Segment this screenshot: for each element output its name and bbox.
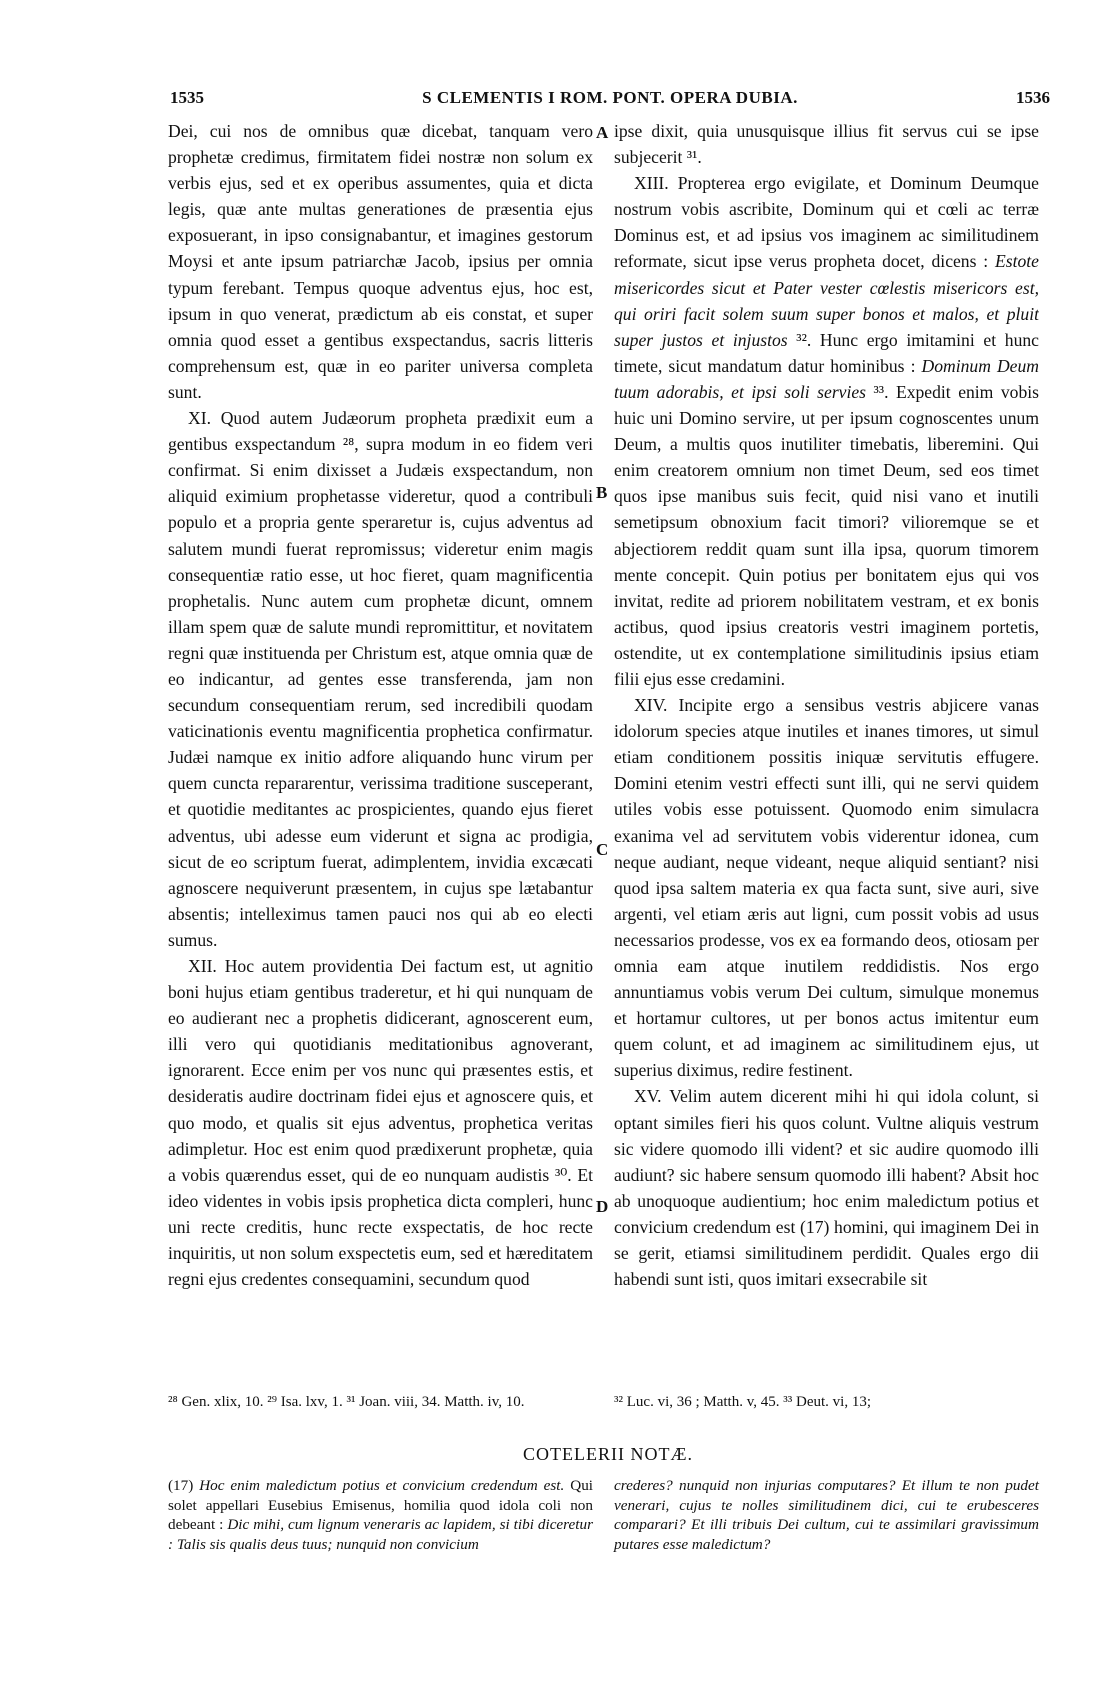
notes-heading: COTELERII NOTÆ. (523, 1444, 693, 1464)
note-paragraph (168, 1476, 593, 1554)
running-header (170, 88, 1050, 114)
paragraph-section-xi: XI. Quod autem Judæorum propheta prædixit eum a gentibus exspectandum ²⁸, supra modum in eo fidem veri confirmat. Si enim dixisset a Judæis exspectandum, non aliquid eximium prophetasse videretur, quod a contribuli populo et a propria gente speraretur is, cujus adventus ad salutem mundi fuerat repromissus; videretur enim magis consequentiæ ratio esse, ut hoc fieret, quam magnificentia prophetalis. Nunc autem cum prophetæ dicunt, omnem illam spem quæ de salute mundi repromittitur, et novitatem regni quæ instituenda per Christum est, atque omnia quæ de eo indicantur, ad gentes esse transferenda, jam non secundum consequentiam rerum, sed incredibili quodam vaticinationis eventu magnificentia prophetica confirmatur. Judæi namque ex initio adfore aliquando hunc virum per quem cuncta repararentur, verissima traditione susceperant, et quotidie meditantes ac prospicientes, quando ejus fieret adventus, ubi adesse eum viderunt et signa ac prodigia, sicut de eo scriptum fuerat, adimplentem, invidia excæcati agnoscere nequiverunt præsentem, in cujus spe lætabantur absentis; intelleximus tamen pauci nos qui ab eo electi sumus. (168, 408, 593, 950)
footnotes-right: ³² Luc. vi, 36 ; Matth. v, 45. ³³ Deut. vi, 13; (614, 1394, 871, 1410)
italic-quote: Dic mihi, cum lignum veneraris ac lapidem, si tibi diceretur : Talis sis qualis deus tuus; nunquid non convicium (168, 1516, 593, 1553)
note-lemma: Hoc enim maledictum potius et convicium credendum est. (199, 1477, 565, 1494)
note-left-column (168, 1476, 593, 1554)
paragraph-section-xv: XV. Velim autem dicerent mihi hi qui idola colunt, si optant similes fieri his quos colunt. Vultne aliquis vestrum sic videre quomodo illi vident? et sic audire quomodo illi audiunt? sic habere sensum quomodo illi habent? Absit hoc ab unoquoque audientium; hoc enim maledictum potius et convicium credendum est (17) homini, qui imaginem Dei in se gerit, etiamsi similitudinem perdidit. Quales ergo dii habendi sunt isti, quos imitari exsecrabile sit (614, 1086, 1039, 1290)
text-run: ³². Hunc ergo imitamini et hunc timete, sicut mandatum datur hominibus : (614, 329, 1039, 376)
paragraph-section-xii: XII. Hoc autem providentia Dei factum est, ut agnitio boni hujus etiam gentibus traderetur, et hi qui nunquam de eo audierant nec a prophetis didicerant, agnoscerent eum, illi vero qui quotidianis meditationibus agnoverant, ignorarent. Ecce enim per vos nunc qui præsentes estis, et desideratis audire doctrinam fidei ejus et agnoscere quis, et quo modo, et qualis sit ejus adventus, prophetica veritas adimpletur. Hoc est enim quod prædixerunt prophetæ, quia a vobis quærendus esset, qui de eo nunquam audistis ³⁰. Et ideo videntes in vobis ipsis prophetica dicta compleri, hunc uni recte creditis, hunc recte exspectatis, de hoc recte inquiritis, ut non solum exspectetis eum, sed et hæreditatem regni ejus credentes consequamini, secundum quod (168, 956, 593, 1290)
text-run: Qui solet appellari Eusebius Emisenus, homilia quod idola coli non debeant : (168, 1477, 594, 1533)
margin-letter-d: D (596, 1197, 609, 1216)
margin-letter-c: C (596, 840, 609, 859)
text-run: ³³. Expedit enim vobis huic uni Domino servire, ut per ipsum cognoscentes unum Deum, a multis quos inutiliter timebatis, liberemini. Qui enim creatorem omnium non timet Deum, sed eos timet quos ipse manibus suis fecit, quid nisi vano et inutili semetipsum obnoxium facit timori? vilioremque se et abjectiorem reddit quam sunt illa ipsa, quorum timorem mente concepit. Quin potius per bonitatem ejus qui vos invitat, redite ad priorem nobilitatem vestram, et ex bonis actibus, quod ipsius creatoris vestri imaginem portetis, ostendite, ut ex contemplatione similitudinis ipsius etiam filii ejus esse credamini. (614, 381, 1039, 689)
page-number-left: 1535 (170, 88, 204, 107)
running-title: S CLEMENTIS I ROM. PONT. OPERA DUBIA. (422, 88, 798, 107)
paragraph: Dei, cui nos de omnibus quæ dicebat, tanquam vero prophetæ credimus, firmitatem fidei nostræ non solum ex verbis ejus, sed et ex operibus assumentes, quia et dicta legis, quæ ante multas generationes de præsentia ejus exposuerant, in ipso consignabantur, et imagines gestorum Moysi et ante ipsum patriarchæ Jacob, ipsius per omnia typum ferebant. Tempus quoque adventus ejus, hoc est, ipsum in quo venerat, prædictum ab eis constat, et super omnia quod esset a gentibus exspectandus, sacris litteris comprehensum est, quæ in eo pariter universa completa sunt. (168, 121, 593, 402)
note-number: (17) (168, 1477, 200, 1494)
italic-quote: Dominum Deum tuum adorabis, et ipsi soli servies (614, 355, 1039, 402)
left-column (168, 118, 593, 1388)
note-right-column (614, 1476, 1039, 1554)
italic-quote: Estote misericordes sicut et Pater vester cœlestis misericors est, qui oriri facit solem suum super bonos et malos, et pluit super justos et injustos (614, 251, 1039, 350)
note-paragraph: crederes? nunquid non injurias computares? Et illum te non pudet venerari, cujus te nolles similitudinem dici, cui te erubesceres comparari? Et illi tribuis Dei cultum, cui te assimilari gravissimum putares esse maledictum? (614, 1477, 1039, 1553)
paragraph: ipse dixit, quia unusquisque illius fit servus cui se ipse subjecerit ³¹. (614, 121, 1039, 168)
paragraph-section-xiv: XIV. Incipite ergo a sensibus vestris abjicere vanas idolorum species atque inutiles et inanes timores, ut simul etiam conditionem possitis iniquæ servitutis effugere. Domini etenim vestri effecti sunt illi, qui ne servi quidem utiles vobis esse potuissent. Quomodo enim simulacra exanima vel ad servitutem vobis viderentur idonea, cum neque audiant, neque videant, neque aliquid sentiant? nisi quod ipsa saltem materia ex qua facta sunt, sive auri, sive argenti, vel etiam æris aut ligni, cum possit vobis ad usus necessarios prodesse, vos ex ea formando deos, otiosam per omnia eam atque inutilem reddidistis. Nos ergo annuntiamus vobis verum Dei cultum, simulque monemus et hortamur cultores, ut per bonos actus imitentur eum quem colunt, et ad imaginem ac similitudinem ejus, ut superius diximus, redire festinent. (614, 695, 1039, 1081)
margin-letter-b: B (596, 483, 608, 502)
footnotes-left: ²⁸ Gen. xlix, 10. ²⁹ Isa. lxv, 1. ³¹ Joan. viii, 34. Matth. iv, 10. (168, 1394, 525, 1410)
margin-letter-a: A (596, 123, 609, 142)
page-number-right: 1536 (1016, 88, 1050, 107)
right-column (614, 118, 1039, 1388)
text-run: XIII. Propterea ergo evigilate, et Dominum Deumque nostrum vobis ascribite, Dominum qui et cœli ac terræ Dominus est, et ad ipsius vos imaginem ac similitudinem reformate, sicut ipse verus propheta docet, dicens : (614, 173, 1039, 272)
paragraph-section-xiii (614, 170, 1039, 692)
